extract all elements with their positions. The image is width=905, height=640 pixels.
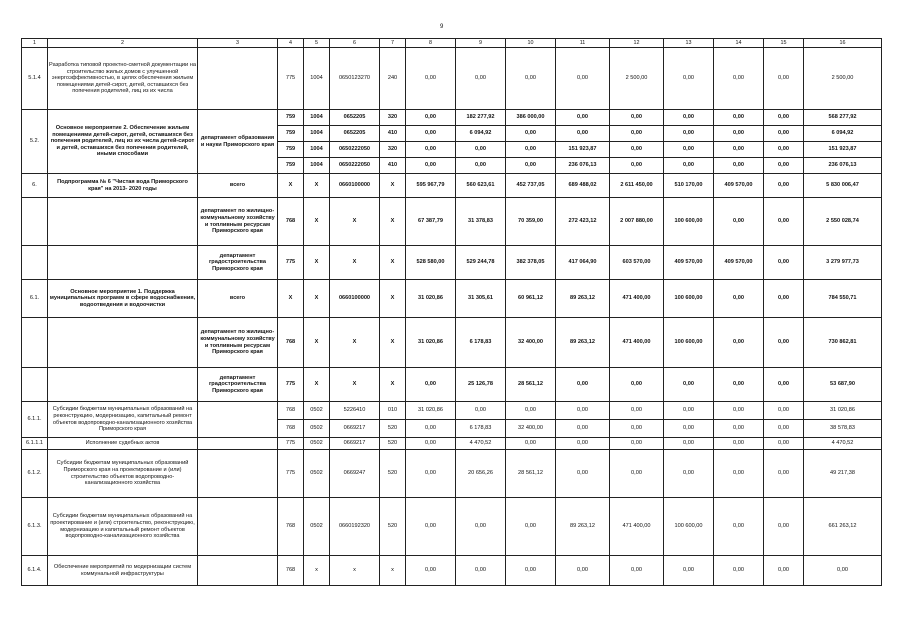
cell-c14: 0,00	[714, 142, 764, 158]
cell-c16: 49 217,38	[804, 450, 882, 498]
cell-c14: 409 570,00	[714, 246, 764, 280]
row-name: Исполнение судебных актов	[48, 438, 198, 450]
cell-c14: 0,00	[714, 556, 764, 586]
row-name: Основное мероприятие 2. Обеспечение жильем помещениями детей-сирот, детей, оставшихся без попечения родителей, лиц из их числа детей-сирот и детей, оставшихся без попечения родителей, иными способами	[48, 110, 198, 174]
cell-c4: 759	[278, 110, 304, 126]
table-row	[22, 198, 882, 246]
cell-c9: 0,00	[456, 402, 506, 420]
col-header: 3	[198, 39, 278, 48]
cell-c9: 529 244,78	[456, 246, 506, 280]
cell-c16: 236 076,13	[804, 158, 882, 174]
cell-c8: 0,00	[406, 158, 456, 174]
cell-c11: 689 488,02	[556, 174, 610, 198]
cell-c14: 0,00	[714, 420, 764, 438]
cell-c9: 0,00	[456, 158, 506, 174]
cell-c13: 100 600,00	[664, 498, 714, 556]
col-header: 15	[764, 39, 804, 48]
cell-c12: 471 400,00	[610, 498, 664, 556]
cell-c13: 0,00	[664, 438, 714, 450]
col-header: 11	[556, 39, 610, 48]
col-header: 13	[664, 39, 714, 48]
cell-c4: 775	[278, 450, 304, 498]
cell-c15: 0,00	[764, 198, 804, 246]
row-name: Обеспечение мероприятий по модернизации систем коммунальной инфраструктуры	[48, 556, 198, 586]
cell-c8: 0,00	[406, 498, 456, 556]
cell-c8: 0,00	[406, 420, 456, 438]
cell-c4: 775	[278, 368, 304, 402]
cell-c6: 0660100000	[330, 174, 380, 198]
cell-c8: 0,00	[406, 126, 456, 142]
cell-c9: 25 126,78	[456, 368, 506, 402]
cell-c12: 2 611 450,00	[610, 174, 664, 198]
cell-c7: 010	[380, 402, 406, 420]
cell-c16: 661 263,12	[804, 498, 882, 556]
cell-c15: 0,00	[764, 280, 804, 318]
cell-c16: 151 923,87	[804, 142, 882, 158]
cell-c13: 0,00	[664, 420, 714, 438]
cell-c10: 452 737,05	[506, 174, 556, 198]
table-row	[22, 438, 882, 450]
cell-c8: 0,00	[406, 450, 456, 498]
col-header: 6	[330, 39, 380, 48]
table-row	[22, 174, 882, 198]
row-name	[48, 368, 198, 402]
row-name: Разработка типовой проектно-сметной документации на строительство жилых домов с улучшенной энергоэффективностью, в целях обеспечения жильем помещениями детей-сирот, детей, оставшихся без попечения родителей, лиц из их числа	[48, 48, 198, 110]
cell-c9: 0,00	[456, 498, 506, 556]
cell-c11: 0,00	[556, 420, 610, 438]
cell-c16: 730 862,81	[804, 318, 882, 368]
cell-c14: 0,00	[714, 402, 764, 420]
header-row	[22, 39, 882, 48]
cell-c8: 0,00	[406, 438, 456, 450]
cell-c16: 2 500,00	[804, 48, 882, 110]
cell-c15: 0,00	[764, 438, 804, 450]
cell-c5: Х	[304, 318, 330, 368]
cell-c9: 182 277,92	[456, 110, 506, 126]
cell-c5: 1004	[304, 142, 330, 158]
cell-c16: 38 578,83	[804, 420, 882, 438]
table-row	[22, 368, 882, 402]
cell-c5: х	[304, 556, 330, 586]
cell-c16: 3 279 977,73	[804, 246, 882, 280]
cell-c7: Х	[380, 318, 406, 368]
row-executor: департамент градостроительства Приморского края	[198, 246, 278, 280]
row-executor: департамент градостроительства Приморского края	[198, 368, 278, 402]
cell-c4: 759	[278, 142, 304, 158]
cell-c10: 386 000,00	[506, 110, 556, 126]
cell-c9: 4 470,52	[456, 438, 506, 450]
cell-c6: 5226410	[330, 402, 380, 420]
table-row	[22, 110, 882, 126]
cell-c15: 0,00	[764, 110, 804, 126]
cell-c10: 0,00	[506, 126, 556, 142]
cell-c4: 768	[278, 420, 304, 438]
cell-c6: 0650123270	[330, 48, 380, 110]
cell-c5: Х	[304, 280, 330, 318]
cell-c16: 0,00	[804, 556, 882, 586]
cell-c16: 5 830 006,47	[804, 174, 882, 198]
cell-c16: 784 550,71	[804, 280, 882, 318]
cell-c9: 6 178,83	[456, 318, 506, 368]
cell-c9: 0,00	[456, 142, 506, 158]
cell-c11: 89 263,12	[556, 318, 610, 368]
row-number	[22, 368, 48, 402]
cell-c5: 1004	[304, 126, 330, 142]
row-number	[22, 198, 48, 246]
cell-c15: 0,00	[764, 318, 804, 368]
cell-c5: 0502	[304, 420, 330, 438]
row-number: 6.	[22, 174, 48, 198]
cell-c15: 0,00	[764, 498, 804, 556]
row-name: Субсидии бюджетам муниципальных образований на реконструкцию, модернизацию, капитальный ремонт объектов водопроводно-канализационного хозяйства Приморского края	[48, 402, 198, 438]
row-name	[48, 246, 198, 280]
col-header: 16	[804, 39, 882, 48]
cell-c7: 520	[380, 498, 406, 556]
cell-c5: 0502	[304, 438, 330, 450]
cell-c15: 0,00	[764, 402, 804, 420]
cell-c6: 0669217	[330, 420, 380, 438]
cell-c10: 0,00	[506, 48, 556, 110]
cell-c12: 471 400,00	[610, 280, 664, 318]
cell-c10: 0,00	[506, 142, 556, 158]
page-number: 9	[440, 24, 444, 30]
cell-c7: 240	[380, 48, 406, 110]
cell-c11: 0,00	[556, 110, 610, 126]
cell-c15: 0,00	[764, 556, 804, 586]
cell-c9: 20 656,26	[456, 450, 506, 498]
row-number	[22, 318, 48, 368]
cell-c4: 768	[278, 318, 304, 368]
cell-c10: 0,00	[506, 158, 556, 174]
cell-c7: Х	[380, 280, 406, 318]
cell-c12: 2 007 880,00	[610, 198, 664, 246]
cell-c11: 0,00	[556, 450, 610, 498]
row-number: 6.1.2.	[22, 450, 48, 498]
cell-c12: 0,00	[610, 420, 664, 438]
table-row	[22, 318, 882, 368]
cell-c4: 768	[278, 498, 304, 556]
table-row	[22, 402, 882, 420]
cell-c12: 603 570,00	[610, 246, 664, 280]
cell-c12: 0,00	[610, 126, 664, 142]
cell-c4: 775	[278, 246, 304, 280]
cell-c7: 520	[380, 450, 406, 498]
cell-c7: Х	[380, 174, 406, 198]
col-header: 2	[48, 39, 198, 48]
cell-c4: 775	[278, 438, 304, 450]
cell-c7: Х	[380, 198, 406, 246]
cell-c5: 0502	[304, 402, 330, 420]
cell-c12: 0,00	[610, 556, 664, 586]
cell-c5: Х	[304, 246, 330, 280]
cell-c11: 236 076,13	[556, 158, 610, 174]
row-number: 5.1.4	[22, 48, 48, 110]
table-row	[22, 556, 882, 586]
cell-c14: 409 570,00	[714, 174, 764, 198]
row-number: 5.2.	[22, 110, 48, 174]
cell-c13: 100 600,00	[664, 198, 714, 246]
row-executor	[198, 498, 278, 556]
cell-c14: 0,00	[714, 110, 764, 126]
table-row	[22, 498, 882, 556]
cell-c10: 382 378,05	[506, 246, 556, 280]
cell-c6: 0652205	[330, 126, 380, 142]
cell-c8: 595 967,79	[406, 174, 456, 198]
col-header: 1	[22, 39, 48, 48]
cell-c16: 2 550 028,74	[804, 198, 882, 246]
cell-c13: 0,00	[664, 556, 714, 586]
cell-c9: 0,00	[456, 556, 506, 586]
cell-c7: 520	[380, 438, 406, 450]
cell-c15: 0,00	[764, 368, 804, 402]
cell-c9: 6 178,83	[456, 420, 506, 438]
cell-c7: 410	[380, 158, 406, 174]
cell-c12: 0,00	[610, 368, 664, 402]
cell-c11: 0,00	[556, 556, 610, 586]
cell-c5: 1004	[304, 158, 330, 174]
cell-c6: 0660100000	[330, 280, 380, 318]
col-header: 9	[456, 39, 506, 48]
cell-c15: 0,00	[764, 174, 804, 198]
cell-c8: 0,00	[406, 368, 456, 402]
cell-c4: 775	[278, 48, 304, 110]
cell-c5: 0502	[304, 450, 330, 498]
row-executor: департамент по жилищно-коммунальному хозяйству и топливным ресурсам Приморского края	[198, 318, 278, 368]
cell-c11: 89 263,12	[556, 280, 610, 318]
cell-c16: 4 470,52	[804, 438, 882, 450]
cell-c10: 32 400,00	[506, 420, 556, 438]
cell-c9: 560 623,61	[456, 174, 506, 198]
cell-c10: 60 961,12	[506, 280, 556, 318]
row-executor: всего	[198, 280, 278, 318]
col-header: 10	[506, 39, 556, 48]
cell-c11: 0,00	[556, 48, 610, 110]
table-row	[22, 246, 882, 280]
cell-c9: 6 094,92	[456, 126, 506, 142]
cell-c6: 0652205	[330, 110, 380, 126]
cell-c6: х	[330, 556, 380, 586]
cell-c11: 0,00	[556, 438, 610, 450]
cell-c7: 320	[380, 110, 406, 126]
cell-c5: 0502	[304, 498, 330, 556]
cell-c14: 0,00	[714, 368, 764, 402]
cell-c6: Х	[330, 318, 380, 368]
cell-c15: 0,00	[764, 126, 804, 142]
cell-c13: 100 600,00	[664, 280, 714, 318]
row-executor	[198, 48, 278, 110]
cell-c13: 100 600,00	[664, 318, 714, 368]
cell-c13: 0,00	[664, 110, 714, 126]
cell-c13: 409 570,00	[664, 246, 714, 280]
cell-c7: 320	[380, 142, 406, 158]
cell-c6: 0650222050	[330, 142, 380, 158]
row-name: Субсидии бюджетам муниципальных образований на проектирование и (или) строительство, реконструкцию, модернизацию и капитальный ремонт объектов водопроводно-канализационного хозяйства	[48, 498, 198, 556]
cell-c15: 0,00	[764, 450, 804, 498]
cell-c11: 0,00	[556, 126, 610, 142]
cell-c13: 0,00	[664, 368, 714, 402]
cell-c6: 0669247	[330, 450, 380, 498]
cell-c16: 53 687,90	[804, 368, 882, 402]
cell-c14: 0,00	[714, 318, 764, 368]
col-header: 5	[304, 39, 330, 48]
cell-c5: Х	[304, 198, 330, 246]
row-name	[48, 318, 198, 368]
col-header: 8	[406, 39, 456, 48]
row-executor: департамент образования и науки Приморского края	[198, 110, 278, 174]
cell-c4: Х	[278, 174, 304, 198]
cell-c5: Х	[304, 368, 330, 402]
cell-c11: 0,00	[556, 402, 610, 420]
cell-c14: 0,00	[714, 450, 764, 498]
cell-c10: 0,00	[506, 438, 556, 450]
cell-c12: 0,00	[610, 110, 664, 126]
cell-c4: 768	[278, 402, 304, 420]
cell-c14: 0,00	[714, 126, 764, 142]
cell-c8: 67 387,79	[406, 198, 456, 246]
cell-c8: 31 020,86	[406, 280, 456, 318]
cell-c15: 0,00	[764, 420, 804, 438]
row-name: Основное мероприятие 1. Поддержка муниципальных программ в сфере водоснабжения, водоотведения и водоочистки	[48, 280, 198, 318]
cell-c9: 0,00	[456, 48, 506, 110]
cell-c14: 0,00	[714, 158, 764, 174]
table-row	[22, 450, 882, 498]
cell-c8: 31 020,86	[406, 318, 456, 368]
cell-c10: 0,00	[506, 556, 556, 586]
cell-c13: 510 170,00	[664, 174, 714, 198]
cell-c4: 768	[278, 556, 304, 586]
cell-c12: 0,00	[610, 438, 664, 450]
col-header: 14	[714, 39, 764, 48]
row-executor	[198, 402, 278, 438]
cell-c14: 0,00	[714, 48, 764, 110]
row-executor	[198, 450, 278, 498]
cell-c13: 0,00	[664, 158, 714, 174]
cell-c7: х	[380, 556, 406, 586]
cell-c14: 0,00	[714, 280, 764, 318]
cell-c6: 0650222050	[330, 158, 380, 174]
cell-c14: 0,00	[714, 198, 764, 246]
budget-table	[21, 38, 882, 586]
cell-c7: 410	[380, 126, 406, 142]
cell-c16: 6 094,92	[804, 126, 882, 142]
col-header: 4	[278, 39, 304, 48]
cell-c6: Х	[330, 198, 380, 246]
row-number: 6.1.	[22, 280, 48, 318]
cell-c8: 528 580,00	[406, 246, 456, 280]
cell-c10: 28 561,12	[506, 450, 556, 498]
cell-c15: 0,00	[764, 158, 804, 174]
cell-c5: 1004	[304, 48, 330, 110]
cell-c4: 759	[278, 158, 304, 174]
row-name: Подпрограмма № 6 "Чистая вода Приморского края" на 2013- 2020 годы	[48, 174, 198, 198]
row-name	[48, 198, 198, 246]
cell-c12: 0,00	[610, 402, 664, 420]
cell-c7: Х	[380, 368, 406, 402]
cell-c13: 0,00	[664, 142, 714, 158]
cell-c7: 520	[380, 420, 406, 438]
cell-c13: 0,00	[664, 48, 714, 110]
cell-c9: 31 305,61	[456, 280, 506, 318]
cell-c6: Х	[330, 246, 380, 280]
row-executor	[198, 438, 278, 450]
cell-c7: Х	[380, 246, 406, 280]
row-executor	[198, 556, 278, 586]
row-number: 6.1.1.	[22, 402, 48, 438]
cell-c8: 0,00	[406, 556, 456, 586]
cell-c15: 0,00	[764, 246, 804, 280]
cell-c8: 0,00	[406, 142, 456, 158]
cell-c6: Х	[330, 368, 380, 402]
col-header: 12	[610, 39, 664, 48]
cell-c15: 0,00	[764, 48, 804, 110]
cell-c16: 568 277,92	[804, 110, 882, 126]
cell-c9: 31 378,83	[456, 198, 506, 246]
cell-c4: Х	[278, 280, 304, 318]
cell-c5: Х	[304, 174, 330, 198]
cell-c4: 768	[278, 198, 304, 246]
cell-c10: 70 359,00	[506, 198, 556, 246]
cell-c8: 0,00	[406, 110, 456, 126]
table-row	[22, 48, 882, 110]
row-number	[22, 246, 48, 280]
cell-c11: 151 923,87	[556, 142, 610, 158]
cell-c12: 0,00	[610, 450, 664, 498]
row-executor: департамент по жилищно-коммунальному хозяйству и топливным ресурсам Приморского края	[198, 198, 278, 246]
cell-c15: 0,00	[764, 142, 804, 158]
cell-c11: 0,00	[556, 368, 610, 402]
cell-c11: 272 423,12	[556, 198, 610, 246]
cell-c11: 417 064,90	[556, 246, 610, 280]
cell-c12: 0,00	[610, 158, 664, 174]
cell-c13: 0,00	[664, 450, 714, 498]
cell-c13: 0,00	[664, 126, 714, 142]
cell-c14: 0,00	[714, 498, 764, 556]
cell-c14: 0,00	[714, 438, 764, 450]
cell-c10: 0,00	[506, 402, 556, 420]
cell-c10: 0,00	[506, 498, 556, 556]
cell-c10: 32 400,00	[506, 318, 556, 368]
cell-c16: 31 020,86	[804, 402, 882, 420]
row-number: 6.1.4.	[22, 556, 48, 586]
cell-c6: 0669217	[330, 438, 380, 450]
cell-c12: 0,00	[610, 142, 664, 158]
col-header: 7	[380, 39, 406, 48]
cell-c10: 28 561,12	[506, 368, 556, 402]
cell-c11: 89 263,12	[556, 498, 610, 556]
cell-c4: 759	[278, 126, 304, 142]
cell-c6: 0660192320	[330, 498, 380, 556]
cell-c13: 0,00	[664, 402, 714, 420]
row-name: Субсидии бюджетам муниципальных образований Приморского края на проектирование и (или) строительство объектов водопроводно-канализационного хозяйства	[48, 450, 198, 498]
row-number: 6.1.1.1	[22, 438, 48, 450]
cell-c12: 471 400,00	[610, 318, 664, 368]
row-number: 6.1.3.	[22, 498, 48, 556]
cell-c12: 2 500,00	[610, 48, 664, 110]
cell-c8: 0,00	[406, 48, 456, 110]
table-row	[22, 280, 882, 318]
row-executor: всего	[198, 174, 278, 198]
cell-c8: 31 020,86	[406, 402, 456, 420]
cell-c5: 1004	[304, 110, 330, 126]
